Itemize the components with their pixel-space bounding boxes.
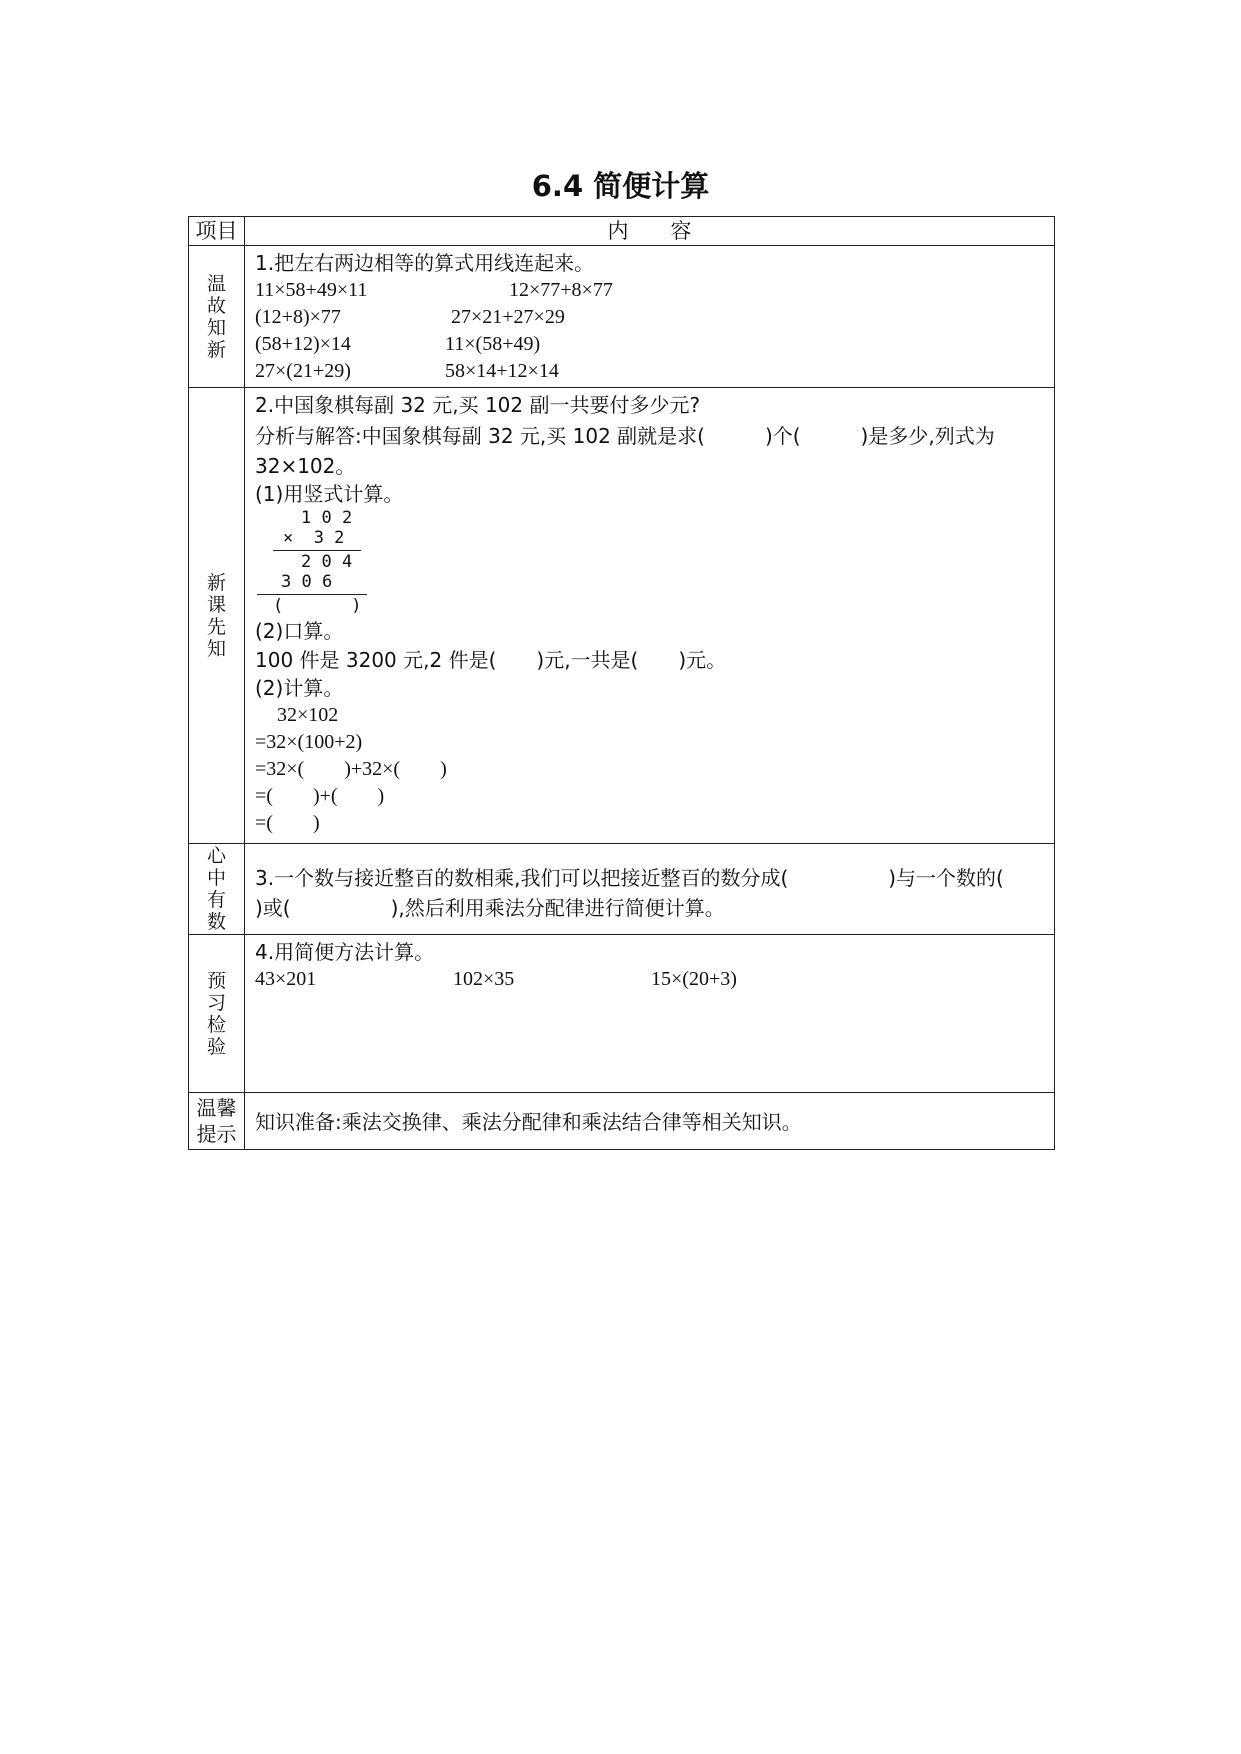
vertical-row-2: × 3 2 bbox=[283, 528, 345, 548]
summary-row bbox=[189, 844, 1055, 935]
review-left-2: (12+8)×77 bbox=[255, 306, 341, 328]
review-question: 1.把左右两边相等的算式用线连起来。 bbox=[255, 251, 595, 275]
tips-label: 温馨提示 bbox=[196, 1096, 237, 1146]
vertical-row-1: 1 0 2 bbox=[301, 508, 353, 528]
calc-line-5: =( ) bbox=[255, 812, 320, 834]
check-content bbox=[245, 935, 1055, 1093]
check-label-cell bbox=[189, 935, 245, 1093]
tips-content bbox=[245, 1093, 1055, 1150]
check-item-1: 43×201 bbox=[255, 968, 317, 990]
header-col1: 项目 bbox=[189, 217, 245, 246]
check-item-2: 102×35 bbox=[453, 968, 515, 990]
summary-line-1: 3.一个数与接近整百的数相乘,我们可以把接近整百的数分成( )与一个数的( bbox=[255, 866, 1004, 890]
page-title: 6.4 简便计算 bbox=[531, 169, 710, 203]
new-lesson-row bbox=[189, 388, 1055, 844]
calc-line-1: 32×102 bbox=[277, 704, 339, 726]
review-right-2: 27×21+27×29 bbox=[451, 306, 565, 328]
vertical-rule-1 bbox=[273, 550, 361, 551]
oral-calculation: 100 件是 3200 元,2 件是( )元,一共是( )元。 bbox=[255, 648, 727, 672]
check-item-3: 15×(20+3) bbox=[651, 968, 737, 990]
vertical-row-4: 3 0 6 bbox=[281, 572, 333, 592]
calc-line-2: =32×(100+2) bbox=[255, 731, 363, 753]
review-right-1: 12×77+8×77 bbox=[509, 279, 613, 301]
header-col2: 内 容 bbox=[245, 217, 1055, 246]
tips-text: 知识准备:乘法交换律、乘法分配律和乘法结合律等相关知识。 bbox=[255, 1109, 802, 1134]
review-label-cell bbox=[189, 246, 245, 388]
worksheet-table bbox=[188, 216, 1055, 1150]
table-header-row bbox=[189, 217, 1055, 246]
summary-line-2: )或( ),然后利用乘法分配律进行简便计算。 bbox=[255, 896, 725, 920]
summary-label-cell bbox=[189, 844, 245, 935]
tips-label-cell bbox=[189, 1093, 245, 1150]
vertical-row-3: 2 0 4 bbox=[301, 552, 353, 572]
review-content bbox=[245, 246, 1055, 388]
calc-line-3: =32×( )+32×( ) bbox=[255, 758, 447, 780]
new-lesson-content bbox=[245, 388, 1055, 844]
review-left-1: 11×58+49×11 bbox=[255, 279, 368, 301]
analysis-line-2: 32×102。 bbox=[255, 454, 356, 478]
calc-line-4: =( )+( ) bbox=[255, 785, 385, 807]
vertical-rule-2 bbox=[257, 594, 367, 595]
review-left-4: 27×(21+29) bbox=[255, 360, 351, 382]
step3-label: (2)计算。 bbox=[255, 676, 344, 700]
new-lesson-label: 新课先知 bbox=[206, 571, 226, 660]
review-right-3: 11×(58+49) bbox=[445, 333, 541, 355]
tips-row bbox=[189, 1093, 1055, 1150]
summary-label: 心中有数 bbox=[206, 845, 226, 933]
summary-content bbox=[245, 844, 1055, 935]
new-lesson-label-cell bbox=[189, 388, 245, 844]
check-label: 预习检验 bbox=[206, 969, 226, 1058]
analysis-line-1: 分析与解答:中国象棋每副 32 元,买 102 副就是求( )个( )是多少,列式为 bbox=[255, 424, 995, 448]
review-right-4: 58×14+12×14 bbox=[445, 360, 559, 382]
vertical-calculation bbox=[257, 508, 377, 618]
review-label: 温故知新 bbox=[206, 272, 226, 361]
check-question: 4.用简便方法计算。 bbox=[255, 940, 435, 964]
check-row bbox=[189, 935, 1055, 1093]
vertical-row-5: ( ) bbox=[273, 596, 362, 616]
step1-label: (1)用竖式计算。 bbox=[255, 482, 404, 506]
review-row bbox=[189, 246, 1055, 388]
new-lesson-question: 2.中国象棋每副 32 元,买 102 副一共要付多少元? bbox=[255, 393, 701, 417]
step2-label: (2)口算。 bbox=[255, 619, 344, 643]
review-left-3: (58+12)×14 bbox=[255, 333, 351, 355]
